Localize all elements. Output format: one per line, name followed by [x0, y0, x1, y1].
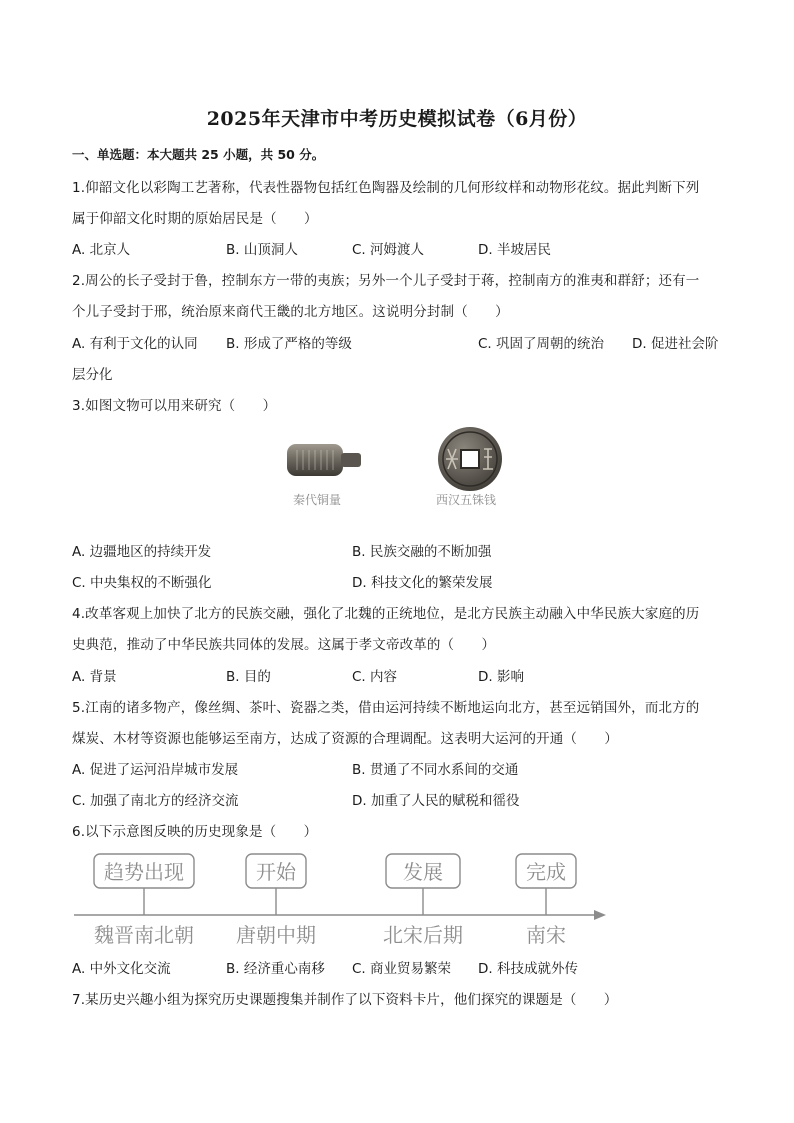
timeline-period-4: 南宋	[526, 923, 566, 947]
q3-option-d[interactable]: D. 科技文化的繁荣发展	[352, 575, 493, 591]
q5-option-c[interactable]: C. 加强了南北方的经济交流	[72, 793, 239, 809]
timeline-box-label-1: 趋势出现	[104, 860, 184, 884]
q1-option-a[interactable]: A. 北京人	[72, 242, 131, 258]
q2-option-d[interactable]: D. 促进社会阶	[632, 336, 719, 352]
caption-han-wuzhu-coin: 西汉五铢钱	[436, 493, 497, 507]
q7-stem: 7.某历史兴趣小组为探究历史课题搜集并制作了以下资料卡片，他们探究的课题是（ ）	[72, 992, 618, 1008]
q2-stem-line1: 2.周公的长子受封于鲁，控制东方一带的夷族；另外一个儿子受封于蒋，控制南方的淮夷和群舒；还有一	[72, 273, 700, 289]
q6-option-b[interactable]: B. 经济重心南移	[226, 961, 325, 977]
q5-option-d[interactable]: D. 加重了人民的赋税和徭役	[352, 793, 520, 809]
q3-option-a[interactable]: A. 边疆地区的持续开发	[72, 544, 212, 560]
timeline-box-label-4: 完成	[526, 860, 566, 884]
q5-option-b[interactable]: B. 贯通了不同水系间的交通	[352, 762, 519, 778]
q6-option-d[interactable]: D. 科技成就外传	[478, 961, 578, 977]
qin-bronze-measure-image	[285, 440, 365, 484]
q6-stem: 6.以下示意图反映的历史现象是（ ）	[72, 824, 318, 840]
q1-option-d[interactable]: D. 半坡居民	[478, 242, 551, 258]
q3-option-c[interactable]: C. 中央集权的不断强化	[72, 575, 212, 591]
timeline-period-2: 唐朝中期	[236, 923, 316, 947]
q4-option-b[interactable]: B. 目的	[226, 669, 271, 685]
q4-option-a[interactable]: A. 背景	[72, 669, 117, 685]
q5-stem-line2: 煤炭、木材等资源也能够运至南方，达成了资源的合理调配。这表明大运河的开通（ ）	[72, 731, 618, 747]
q4-option-c[interactable]: C. 内容	[352, 669, 398, 685]
caption-qin-bronze-measure: 秦代铜量	[293, 493, 342, 507]
q6-option-c[interactable]: C. 商业贸易繁荣	[352, 961, 452, 977]
q2-option-b[interactable]: B. 形成了严格的等级	[226, 336, 352, 352]
q4-stem-line2: 史典范，推动了中华民族共同体的发展。这属于孝文帝改革的（ ）	[72, 637, 496, 653]
section-heading: 一、单选题：本大题共 25 小题，共 50 分。	[72, 147, 325, 162]
q4-option-d[interactable]: D. 影响	[478, 669, 524, 685]
q2-option-d-wrap: 层分化	[72, 367, 113, 383]
q5-option-a[interactable]: A. 促进了运河沿岸城市发展	[72, 762, 239, 778]
exam-title: 2025年天津市中考历史模拟试卷（6月份）	[206, 108, 588, 130]
q5-stem-line1: 5.江南的诸多物产，像丝绸、茶叶、瓷器之类，借由运河持续不断地运向北方，甚至远销国外，而北方的	[72, 700, 700, 716]
q2-option-a[interactable]: A. 有利于文化的认同	[72, 336, 198, 352]
economic-shift-timeline-diagram	[72, 846, 612, 954]
q2-stem-line2: 个儿子受封于邢，统治原来商代王畿的北方地区。这说明分封制（ ）	[72, 304, 509, 320]
q1-stem-line1: 1.仰韶文化以彩陶工艺著称，代表性器物包括红色陶器及绘制的几何形纹样和动物形花纹。据此判断下列	[72, 180, 700, 196]
timeline-period-3: 北宋后期	[383, 923, 463, 947]
q1-option-b[interactable]: B. 山顶洞人	[226, 242, 298, 258]
q1-option-c[interactable]: C. 河姆渡人	[352, 242, 425, 258]
q3-stem: 3.如图文物可以用来研究（ ）	[72, 398, 277, 414]
q4-stem-line1: 4.改革客观上加快了北方的民族交融，强化了北魏的正统地位，是北方民族主动融入中华民族大家庭的历	[72, 606, 700, 622]
timeline-period-1: 魏晋南北朝	[94, 923, 194, 947]
timeline-box-label-3: 发展	[403, 860, 443, 884]
timeline-box-label-2: 开始	[256, 860, 296, 884]
q3-option-b[interactable]: B. 民族交融的不断加强	[352, 544, 492, 560]
q6-option-a[interactable]: A. 中外文化交流	[72, 961, 171, 977]
western-han-wuzhu-coin-image	[436, 425, 504, 497]
q1-stem-line2: 属于仰韶文化时期的原始居民是（ ）	[72, 211, 318, 227]
q2-option-c[interactable]: C. 巩固了周朝的统治	[478, 336, 605, 352]
